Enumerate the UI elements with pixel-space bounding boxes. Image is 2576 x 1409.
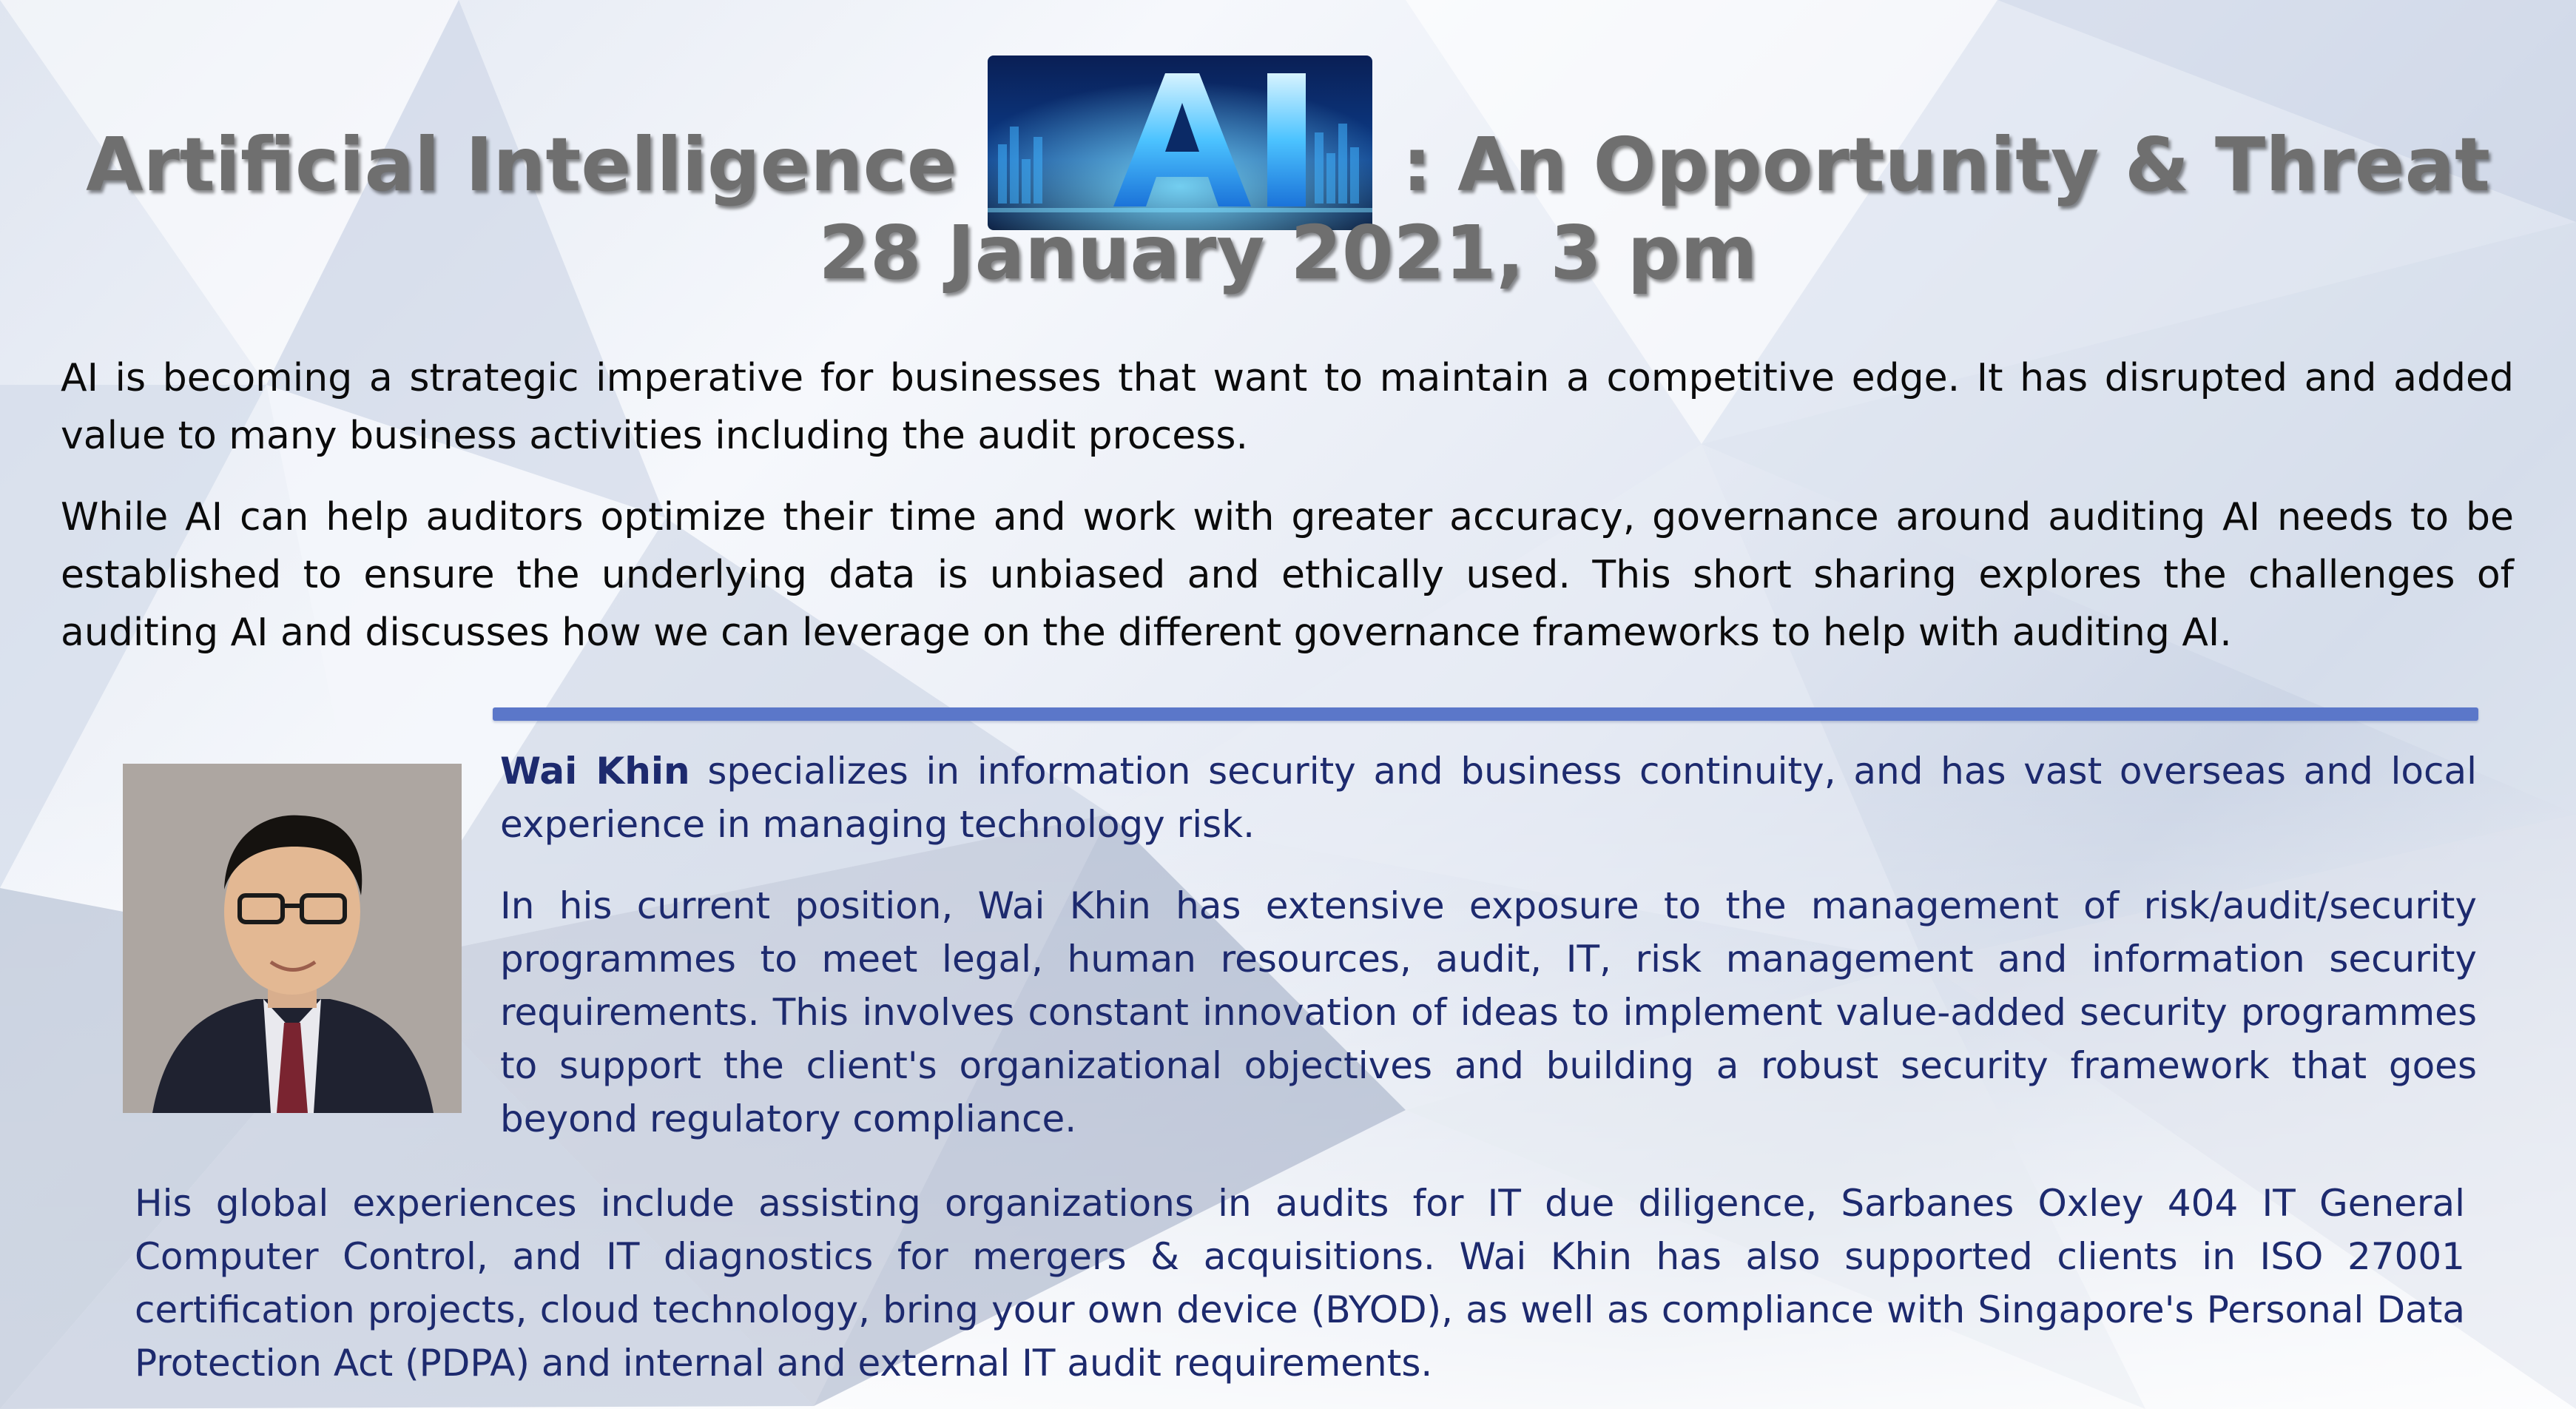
bio-paragraph-2: In his current position, Wai Khin has extensive exposure to the management of risk/audit/security programmes to meet legal, human resources, audit, IT, risk management and information security requirements. This involves constant innovation of ideas to implement value-added security programmes to support the client's organizational objectives and building a robust security framework that goes beyond regulatory compliance. [500,884,2477,1140]
bio-paragraph-1-text: specializes in information security and business continuity, and has vast overseas and local experience in managing technology risk. [500,750,2477,846]
intro-paragraph-2: While AI can help auditors optimize their time and work with greater accuracy, governance around auditing AI needs to be established to ensure the underlying data is unbiased and ethically used. This short sharing explores the challenges of auditing AI and discusses how we can leverage on the different governance frameworks to help with auditing AI. [61,495,2514,655]
bio-paragraph-3: His global experiences include assisting organizations in audits for IT due diligence, Sarbanes Oxley 404 IT General Computer Control, and IT diagnostics for mergers & acquisitions. Wai Khin has also supported clients in ISO 27001 certification projects, cloud technology, bring your own device (BYOD), as well as compliance with Singapore's Personal Data Protection Act (PDPA) and internal and external IT audit requirements. [135,1182,2465,1385]
title-line [0,78,2576,208]
section-divider [493,707,2478,721]
speaker-photo [123,764,462,1113]
intro-paragraph-1: AI is becoming a strategic imperative for businesses that want to maintain a competitive edge. It has disrupted and added value to many business activities including the audit process. [61,356,2514,458]
title-after-logo: : An Opportunity & Threat [1402,121,2490,208]
bio-paragraph-1 [500,744,2477,851]
speaker-name: Wai Khin [500,750,690,793]
title-before-logo: Artificial Intelligence [86,121,957,208]
event-date: 28 January 2021, 3 pm [818,209,1758,296]
